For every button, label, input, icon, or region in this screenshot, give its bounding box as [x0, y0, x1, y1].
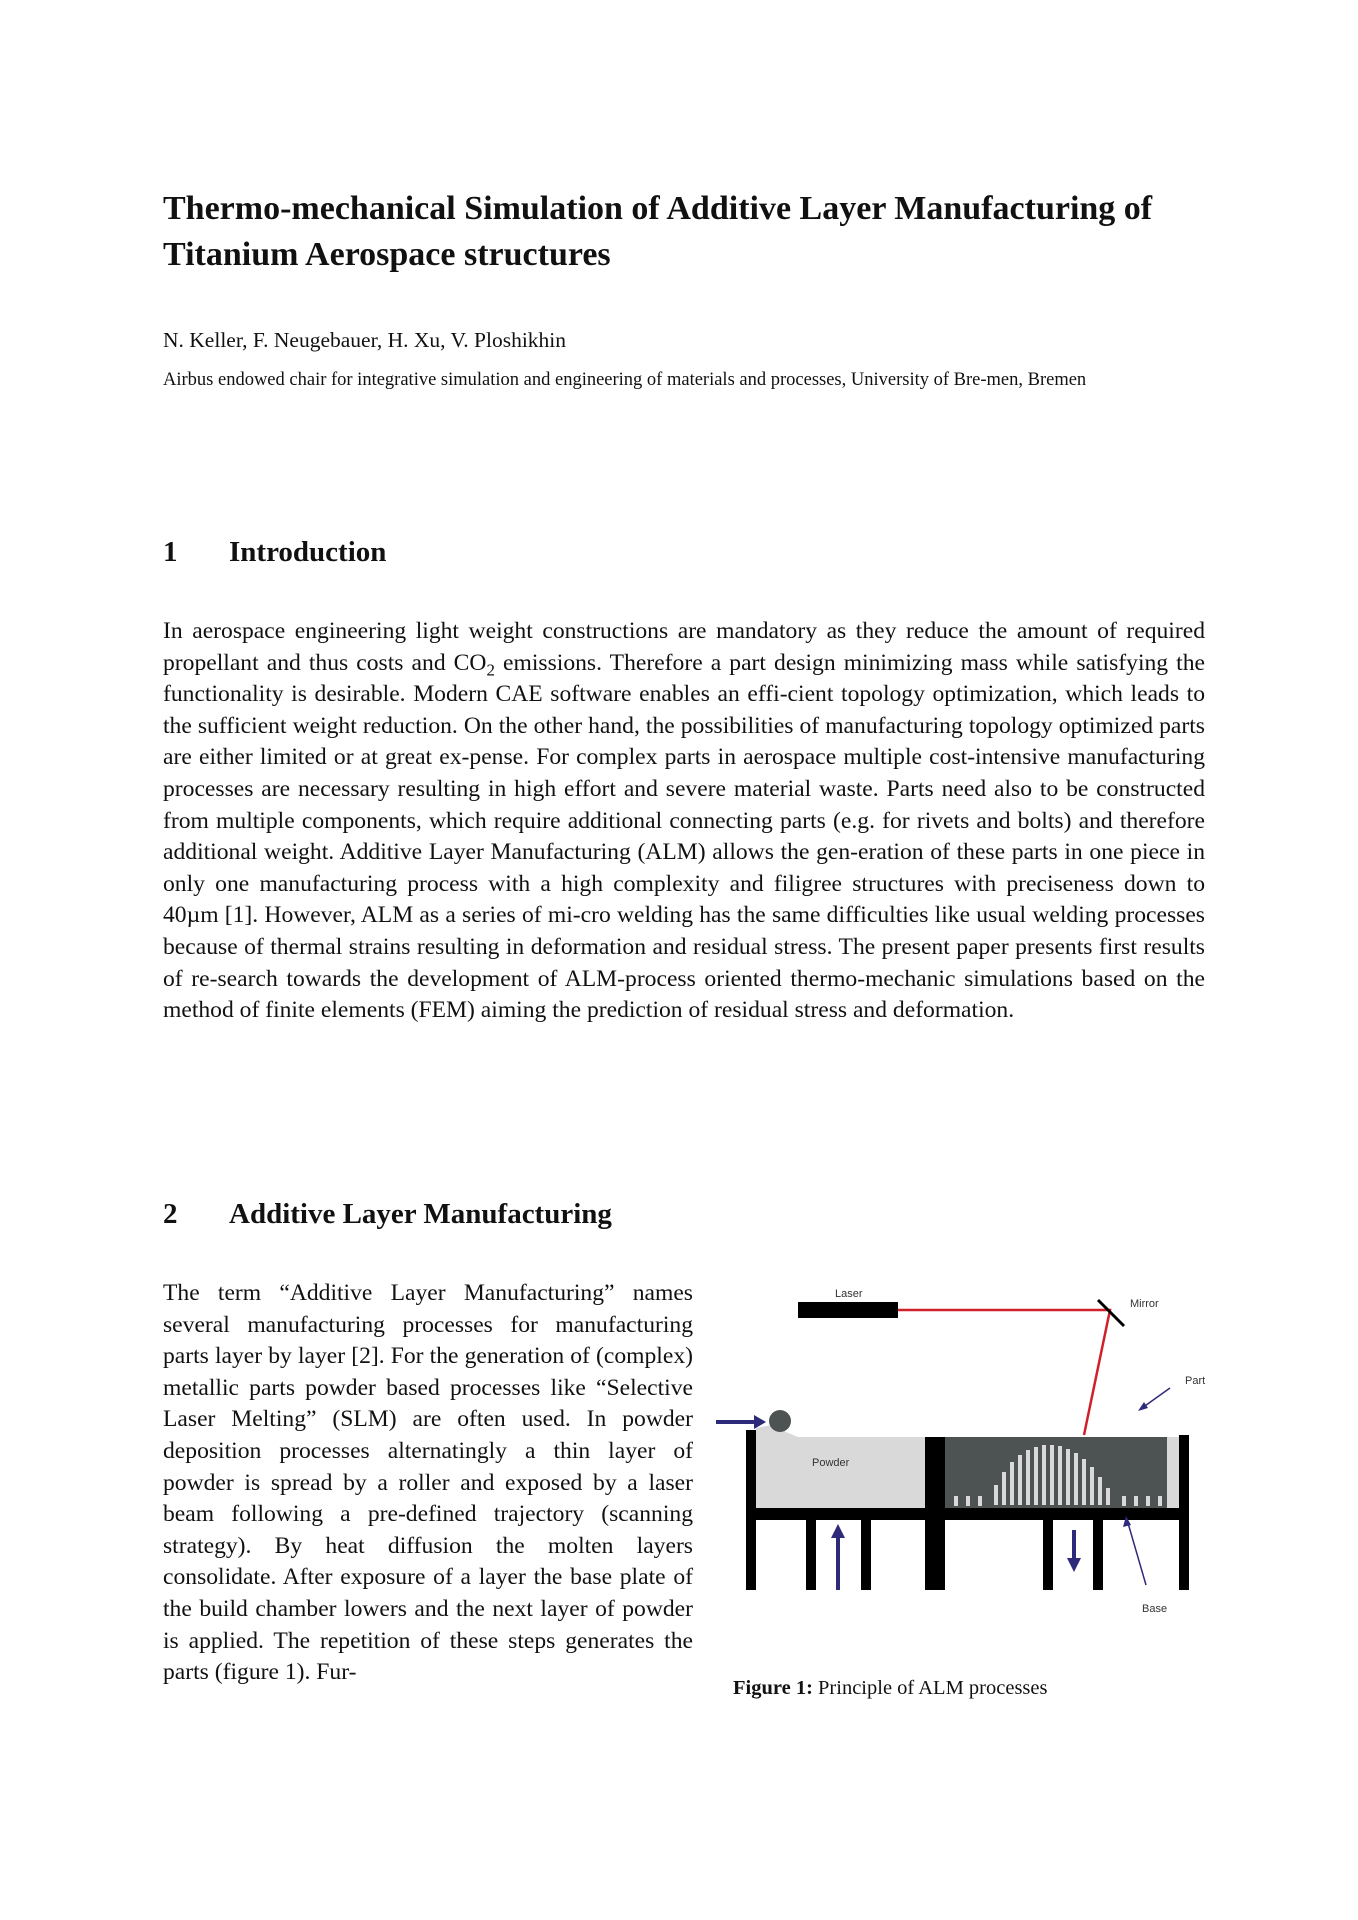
figure-caption — [733, 1677, 1047, 1700]
section-heading-alm — [163, 1198, 612, 1231]
caption-label: Figure 1: — [733, 1677, 813, 1699]
section-heading-introduction — [163, 536, 386, 569]
co2-subscript: 2 — [486, 660, 495, 680]
mirror-label: Mirror — [1130, 1298, 1159, 1310]
alm-principle-figure — [710, 1280, 1210, 1635]
powder-label: Powder — [812, 1457, 850, 1469]
mirror — [1098, 1300, 1124, 1326]
laser-label: Laser — [835, 1288, 863, 1300]
section-number: 1 — [163, 536, 178, 568]
author-list: N. Keller, F. Neugebauer, H. Xu, V. Ploshikhin — [163, 328, 567, 352]
laser-source — [798, 1302, 898, 1318]
intro-text-start: In aerospace engineering light weight constructions are mandatory as they reduce the amount of required propellant and thus costs and CO — [163, 618, 1205, 676]
part-pointer — [1142, 1388, 1170, 1408]
part-label: Part — [1185, 1375, 1206, 1387]
paper-title: Thermo-mechanical Simulation of Additive Layer Manufacturing of Titanium Aerospace structures — [163, 190, 1153, 273]
roller — [769, 1410, 791, 1432]
section-title: Additive Layer Manufacturing — [229, 1198, 612, 1230]
caption-text: Principle of ALM processes — [812, 1677, 1048, 1699]
intro-text-end: emissions. Therefore a part design minimizing mass while satisfying the functionality is desirable. Modern CAE software enables an effi-cient topology optimization, which leads to the sufficient weight reduction. On the other hand, the possibilities of manufacturing topology optimized parts are either limited or at great ex-pense. For complex parts in aerospace multiple cost-intensive manufacturing processes are necessary resulting in high effort and severe material waste. Parts need also to be constructed from multiple components, which require additional connecting parts (e.g. for rivets and bolts) and therefore additional weight. Additive Layer Manufacturing (ALM) allows the gen-eration of these parts in one piece in only one manufacturing process with a high complexity and filigree structures with preciseness down to 40µm [1]. However, ALM as a series of mi-cro welding has the same difficulties like usual welding processes because of thermal strains resulting in deformation and residual stress. The present paper presents first results of re-search towards the development of ALM-process oriented thermo-mechanic simulations based on the method of finite elements (FEM) aiming the prediction of residual stress and deformation. — [163, 649, 1205, 1024]
introduction-paragraph — [163, 616, 1205, 1027]
base-label: Base — [1142, 1603, 1168, 1615]
affiliation: Airbus endowed chair for integrative simulation and engineering of materials and processes, University of Bre-men, Bremen — [163, 370, 1087, 390]
base-pointer — [1128, 1523, 1146, 1585]
laser-beam — [898, 1310, 1110, 1435]
section-title: Introduction — [229, 536, 387, 568]
alm-paragraph: The term “Additive Layer Manufacturing” names several manufacturing processes for manufacturing parts layer by layer [2]. For the generation of (complex) metallic parts powder based processes like “Selective Laser Melting” (SLM) are often used. In powder deposition processes alternatingly a thin layer of powder is spread by a roller and exposed by a laser beam following a pre-defined trajectory (scanning strategy). By heat diffusion the molten layers consolidate. After exposure of a layer the base plate of the build chamber lowers and the next layer of powder is applied. The repetition of these steps generates the parts (figure 1). Fur- — [163, 1280, 693, 1686]
section-number: 2 — [163, 1198, 178, 1230]
